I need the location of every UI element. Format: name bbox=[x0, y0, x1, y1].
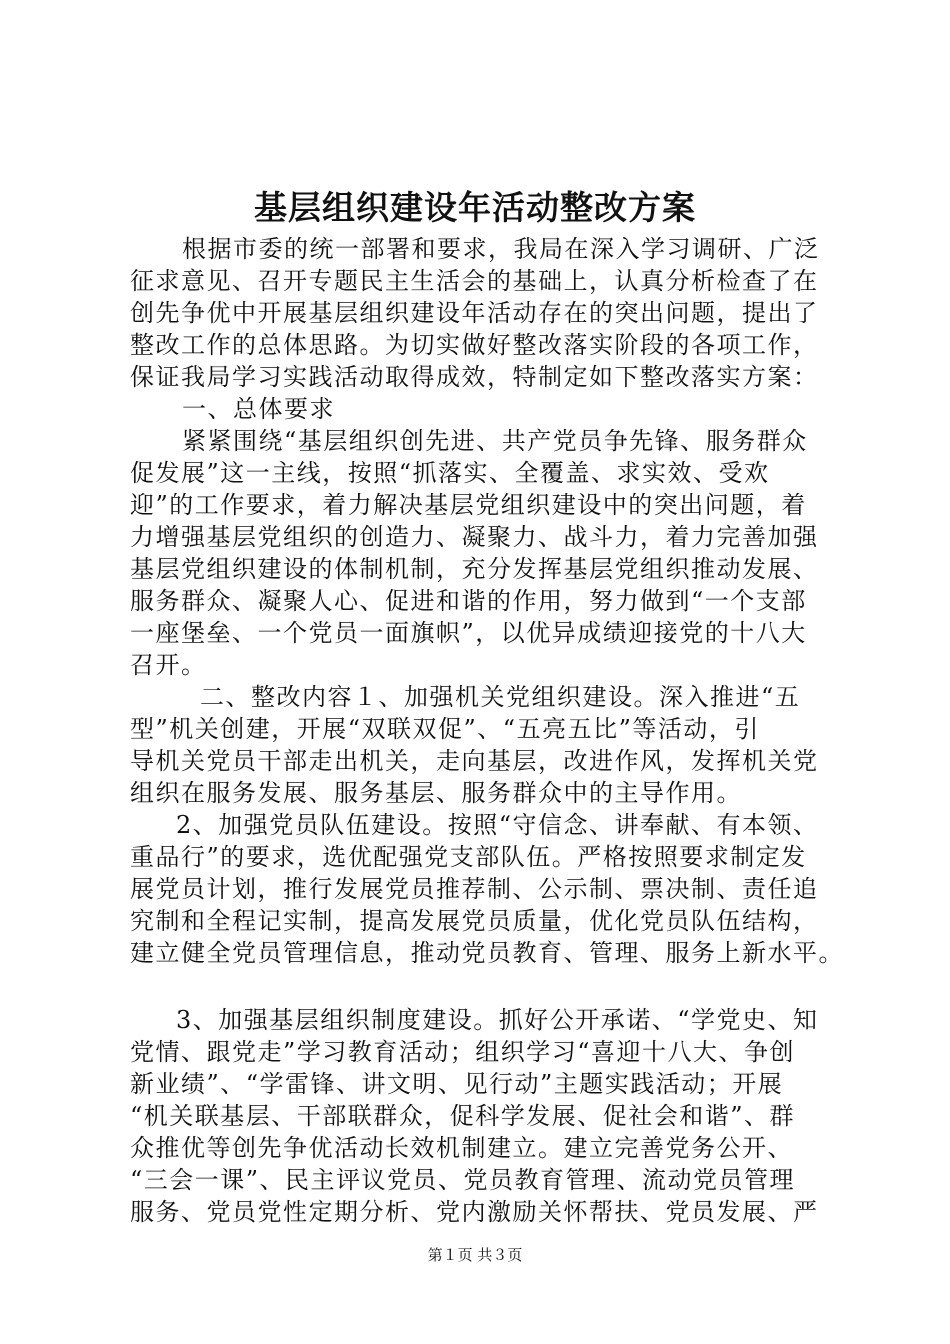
paragraph-line: 展党员计划，推行发展党员推荐制、公示制、票决制、责任追 bbox=[130, 875, 819, 903]
page-number-footer: 第１页 共３页 bbox=[427, 1246, 523, 1264]
paragraph-line: 究制和全程记实制，提高发展党员质量，优化党员队伍结构， bbox=[130, 907, 819, 935]
paragraph-line: 服务、党员党性定期分析、党内激励关怀帮扶、党员发展、严 bbox=[130, 1198, 819, 1226]
paragraph-line: 整改工作的总体思路。为切实做好整改落实阶段的各项工作， bbox=[130, 331, 819, 359]
paragraph-line: 力增强基层党组织的创造力、凝聚力、战斗力，着力完善加强 bbox=[130, 523, 819, 551]
paragraph-line: “机关联基层、干部联群众，促科学发展、促社会和谐”、群 bbox=[130, 1102, 796, 1130]
paragraph-line: 重品行”的要求，选优配强党支部队伍。严格按照要求制定发 bbox=[130, 843, 807, 871]
paragraph-line: 基层党组织建设的体制机制，充分发挥基层党组织推动发展、 bbox=[130, 555, 819, 583]
paragraph-line: 组织在服务发展、服务基层、服务群众中的主导作用。 bbox=[130, 779, 742, 807]
paragraph-line: 3、加强基层组织制度建设。抓好公开承诺、“学党史、知 bbox=[176, 1006, 819, 1034]
paragraph-line: 召开。 bbox=[130, 651, 207, 679]
paragraph-line: 型”机关创建，开展“双联双促”、“五亮五比”等活动，引 bbox=[130, 715, 760, 743]
paragraph-line: 建立健全党员管理信息，推动党员教育、管理、服务上新水平。 bbox=[130, 939, 844, 967]
section-heading: 一、总体要求 bbox=[182, 395, 335, 423]
paragraph-line: 导机关党员干部走出机关，走向基层，改进作风，发挥机关党 bbox=[130, 747, 819, 775]
paragraph-line: 2、加强党员队伍建设。按照“守信念、讲奉献、有本领、 bbox=[176, 811, 819, 839]
paragraph-line: 紧紧围绕“基层组织创先进、共产党员争先锋、服务群众 bbox=[182, 427, 808, 455]
paragraph-line: 迎”的工作要求，着力解决基层党组织建设中的突出问题，着 bbox=[130, 491, 807, 519]
document-title: 基层组织建设年活动整改方案 bbox=[254, 188, 696, 227]
paragraph-line: “三会一课”、民主评议党员、党员教育管理、流动党员管理 bbox=[130, 1166, 796, 1194]
paragraph-line: 创先争优中开展基层组织建设年活动存在的突出问题，提出了 bbox=[130, 299, 819, 327]
paragraph-line: 促发展”这一主线，按照“抓落实、全覆盖、求实效、受欢 bbox=[130, 459, 770, 487]
paragraph-line: 新业绩”、“学雷锋、讲文明、见行动”主题实践活动；开展 bbox=[130, 1070, 784, 1098]
paragraph-line: 保证我局学习实践活动取得成效，特制定如下整改落实方案： bbox=[130, 363, 819, 391]
paragraph-line: 征求意见、召开专题民主生活会的基础上，认真分析检查了在 bbox=[130, 267, 819, 295]
paragraph-line: 服务群众、凝聚人心、促进和谐的作用，努力做到“一个支部 bbox=[130, 587, 807, 615]
paragraph-line: 一座堡垒、一个党员一面旗帜”，以优异成绩迎接党的十八大 bbox=[130, 619, 807, 647]
section-heading: 二、整改内容１、加强机关党组织建设。深入推进“五 bbox=[200, 683, 801, 711]
document-body bbox=[130, 233, 844, 1228]
paragraph-line: 党情、跟党走”学习教育活动；组织学习“喜迎十八大、争创 bbox=[130, 1038, 796, 1066]
paragraph-line: 根据市委的统一部署和要求，我局在深入学习调研、广泛 bbox=[182, 235, 820, 263]
paragraph-gap bbox=[130, 969, 830, 1004]
paragraph-line: 众推优等创先争优活动长效机制建立。建立完善党务公开、 bbox=[130, 1134, 793, 1162]
